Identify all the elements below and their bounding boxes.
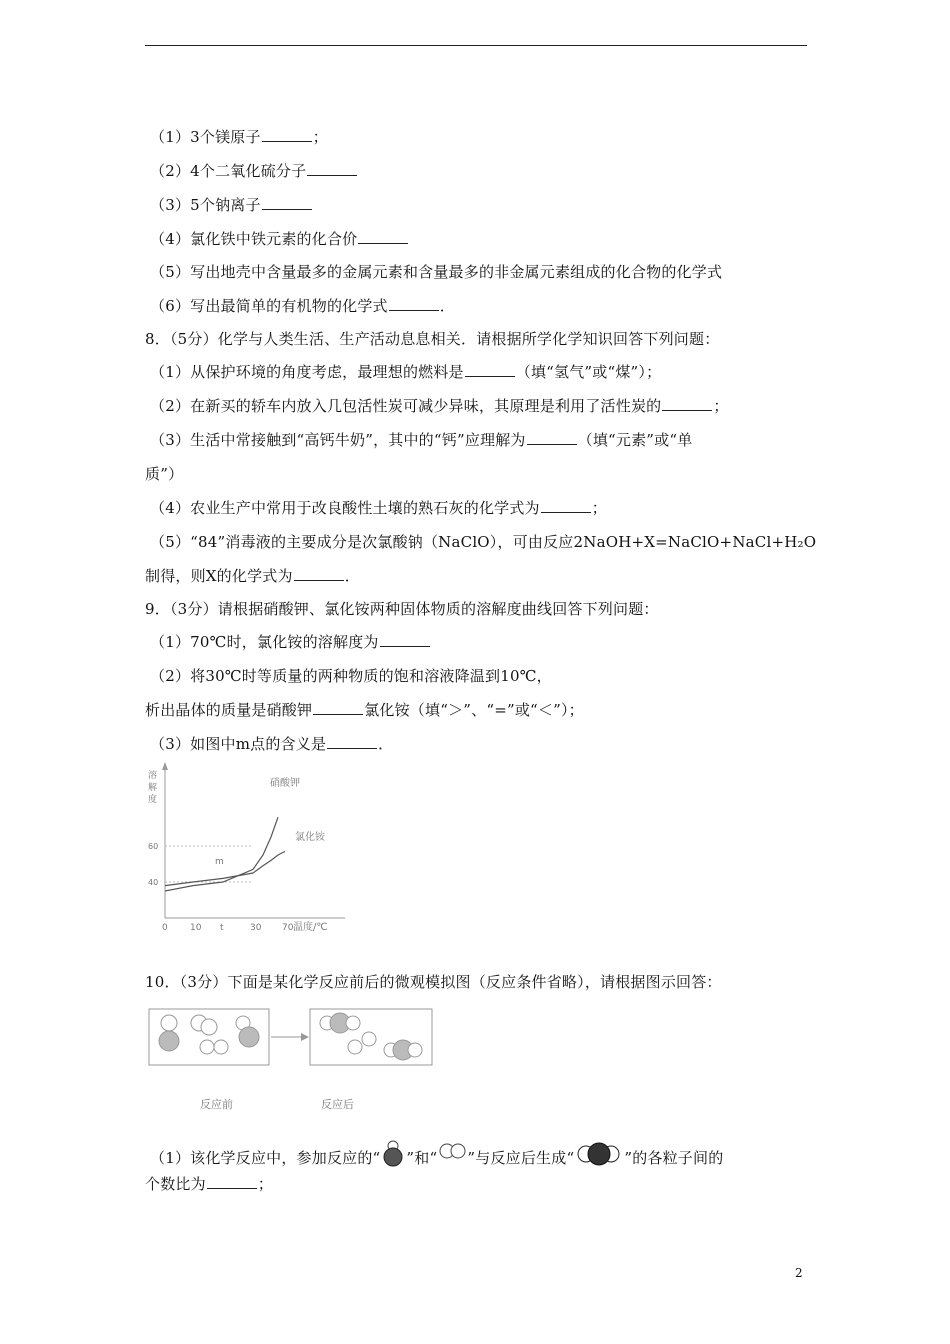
- series-line-氯化铵: [165, 851, 285, 885]
- q9-item-3: （3）如图中m点的含义是 ．: [150, 735, 394, 753]
- white-atom: [200, 1040, 214, 1054]
- ylabel-2: 解: [148, 783, 158, 793]
- molecule-gray-white-icon: [380, 1139, 406, 1169]
- q7-item-2: （2）4个二氧化硫分子: [150, 161, 358, 181]
- answer-blank[interactable]: [541, 498, 591, 513]
- after-label: 反应后: [321, 1098, 354, 1111]
- white-atom: [346, 1016, 360, 1030]
- gray-atom: [239, 1027, 259, 1047]
- ylabel-3: 度: [148, 795, 158, 805]
- legend-硝酸钾: 硝酸钾: [270, 778, 300, 789]
- white-atom: [348, 1040, 362, 1054]
- x-tick-label: 10: [190, 923, 202, 933]
- q7-item-4: （4）氯化铁中铁元素的化合价: [150, 229, 409, 249]
- q9-item-2: （2）将30℃时等质量的两种物质的饱和溶液降温到10℃，: [150, 667, 552, 685]
- answer-blank[interactable]: [465, 362, 515, 377]
- answer-blank[interactable]: [662, 396, 712, 411]
- answer-blank[interactable]: [294, 566, 344, 581]
- q8-item-5: （5）“84”消毒液的主要成分是次氯酸钠（NaClO），可由反应2NaOH+X=NaClO+NaCl+H₂O: [150, 533, 817, 551]
- q8-item-3-cont: 质”）: [145, 465, 184, 483]
- y-tick-label: 60: [148, 842, 159, 851]
- arrow-head: [301, 1033, 309, 1041]
- q8-item-3: （3）生活中常接触到“高钙牛奶”，其中的“钙”应理解为 （填“元素”或“单: [150, 431, 693, 449]
- q8-item-2: （2）在新买的轿车内放入几包活性炭可减少异味，其原理是利用了活性炭的 ；: [150, 397, 729, 415]
- molecule-product-icon: [574, 1141, 624, 1167]
- answer-blank[interactable]: [307, 161, 357, 176]
- answer-blank[interactable]: [380, 632, 430, 647]
- q7-item-6: （6）写出最简单的有机物的化学式 ．: [150, 297, 455, 315]
- page-number: 2: [795, 1266, 803, 1280]
- gray-atom: [159, 1031, 179, 1051]
- answer-blank[interactable]: [262, 195, 312, 210]
- solubility-chart: [145, 758, 360, 933]
- q9-item-1: （1）70℃时，氯化铵的溶解度为: [150, 632, 431, 652]
- ylabel-1: 溶: [148, 771, 158, 781]
- white-atom: [408, 1043, 422, 1057]
- q8-item-1: （1）从保护环境的角度考虑，最理想的燃料是 （填“氢气”或“煤”）；: [150, 363, 662, 381]
- answer-blank[interactable]: [358, 229, 408, 244]
- point-m-label: m: [215, 857, 224, 867]
- series-line-硝酸钾: [165, 817, 278, 891]
- reaction-diagram: [145, 1005, 435, 1115]
- q8-item-5-cont: 制得，则X的化学式为 ．: [145, 567, 360, 585]
- x-tick-label: 70: [282, 923, 294, 933]
- q8-item-4: （4）农业生产中常用于改良酸性土壤的熟石灰的化学式为 ；: [150, 499, 607, 517]
- white-atom: [214, 1040, 228, 1054]
- answer-blank[interactable]: [207, 1174, 257, 1189]
- before-label: 反应前: [200, 1098, 233, 1111]
- y-tick-label: 40: [148, 878, 159, 887]
- x-tick-label: t: [220, 923, 224, 933]
- answer-blank[interactable]: [389, 296, 439, 311]
- molecule-white-white-icon: [437, 1141, 467, 1163]
- answer-blank[interactable]: [313, 700, 363, 715]
- xlabel: 温度/℃: [293, 922, 328, 933]
- answer-blank[interactable]: [527, 430, 577, 445]
- q7-item-1: （1）3个镁原子 ；: [150, 128, 328, 146]
- white-atom: [161, 1015, 177, 1031]
- white-atom: [201, 1019, 217, 1035]
- header-rule: [145, 45, 807, 46]
- white-atom: [362, 1032, 376, 1046]
- q10-item-1: （1）该化学反应中，参加反应的“ ”和“ ”与反应后生成“ ”的各粒子间的: [150, 1139, 723, 1169]
- legend-氯化铵: 氯化铵: [295, 832, 325, 843]
- q9-title: 9．（3分）请根据硝酸钾、氯化铵两种固体物质的溶解度曲线回答下列问题：: [145, 600, 659, 618]
- answer-blank[interactable]: [262, 127, 312, 142]
- q8-title: 8．（5分）化学与人类生活、生产活动息息相关．请根据所学化学知识回答下列问题：: [145, 330, 720, 348]
- q7-item-5: （5）写出地壳中含量最多的金属元素和含量最多的非金属元素组成的化合物的化学式: [150, 263, 723, 281]
- q10-title: 10．（3分）下面是某化学反应前后的微观模拟图（反应条件省略），请根据图示回答：: [145, 973, 722, 991]
- y-axis-arrow: [162, 762, 168, 770]
- x-tick-label: 30: [250, 923, 262, 933]
- q10-item-1-cont: 个数比为 ；: [145, 1175, 274, 1193]
- q9-item-2-cont: 析出晶体的质量是硝酸钾 氯化铵（填“＞”、“=”或“＜”）；: [145, 701, 584, 719]
- q7-item-3: （3）5个钠离子: [150, 195, 313, 215]
- x-tick-label: 0: [162, 923, 168, 933]
- answer-blank[interactable]: [327, 734, 377, 749]
